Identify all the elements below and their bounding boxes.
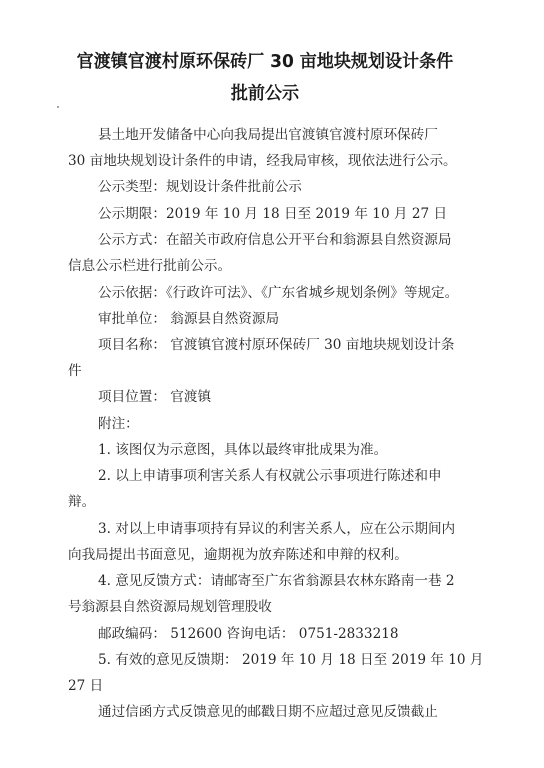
- paragraph-line: 件: [68, 363, 82, 379]
- project-location-line: 项目位置： 官渡镇: [98, 389, 212, 405]
- paragraph-line: 27 日: [68, 678, 104, 694]
- contact-line: 邮政编码： 512600 咨询电话： 0751-2833218: [98, 626, 399, 642]
- paragraph-line: 30 亩地块规划设计条件的申请，经我局审核，现依法进行公示。: [68, 153, 457, 169]
- document-title: 官渡镇官渡村原环保砖厂 30 亩地块规划设计条件: [76, 52, 454, 72]
- notice-period-line: 公示期限：2019 年 10 月 18 日至 2019 年 10 月 27 日: [98, 206, 448, 222]
- paragraph-line: 向我局提出书面意见，逾期视为放弃陈述和申辩的权利。: [68, 547, 408, 563]
- approval-unit-line: 审批单位： 翁源县自然资源局: [98, 311, 280, 327]
- notes-heading: 附注：: [98, 416, 139, 432]
- note-item: 3. 对以上申请事项持有异议的利害关系人，应在公示期间内: [98, 521, 456, 537]
- note-item: 1. 该图仅为示意图，具体以最终审批成果为准。: [98, 442, 388, 458]
- paragraph-line: 号翁源县自然资源局规划管理股收: [68, 599, 272, 615]
- notice-method-line: 公示方式：在韶关市政府信息公开平台和翁源县自然资源局: [98, 232, 452, 248]
- note-item: 2. 以上申请事项利害关系人有权就公示事项进行陈述和申: [98, 468, 442, 484]
- notice-type-line: 公示类型：规划设计条件批前公示: [98, 179, 302, 195]
- paragraph-line: 通过信函方式反馈意见的邮戳日期不应超过意见反馈截止: [98, 704, 438, 720]
- note-item: 5. 有效的意见反馈期： 2019 年 10 月 18 日至 2019 年 10 月: [98, 652, 484, 668]
- paragraph-line: 县土地开发储备中心向我局提出官渡镇官渡村原环保砖厂: [98, 127, 438, 143]
- notice-basis-line: 公示依据：《行政许可法》、《广东省城乡规划条例》等规定。: [98, 285, 459, 301]
- paragraph-line: 信息公示栏进行批前公示。: [68, 258, 232, 274]
- note-item: 4. 意见反馈方式：请邮寄至广东省翁源县农林东路南一巷 2: [98, 573, 455, 589]
- scan-speck: [57, 106, 59, 108]
- document-subtitle: 批前公示: [230, 84, 300, 104]
- project-name-line: 项目名称： 官渡镇官渡村原环保砖厂 30 亩地块规划设计条: [98, 337, 455, 353]
- paragraph-line: 辩。: [68, 494, 96, 510]
